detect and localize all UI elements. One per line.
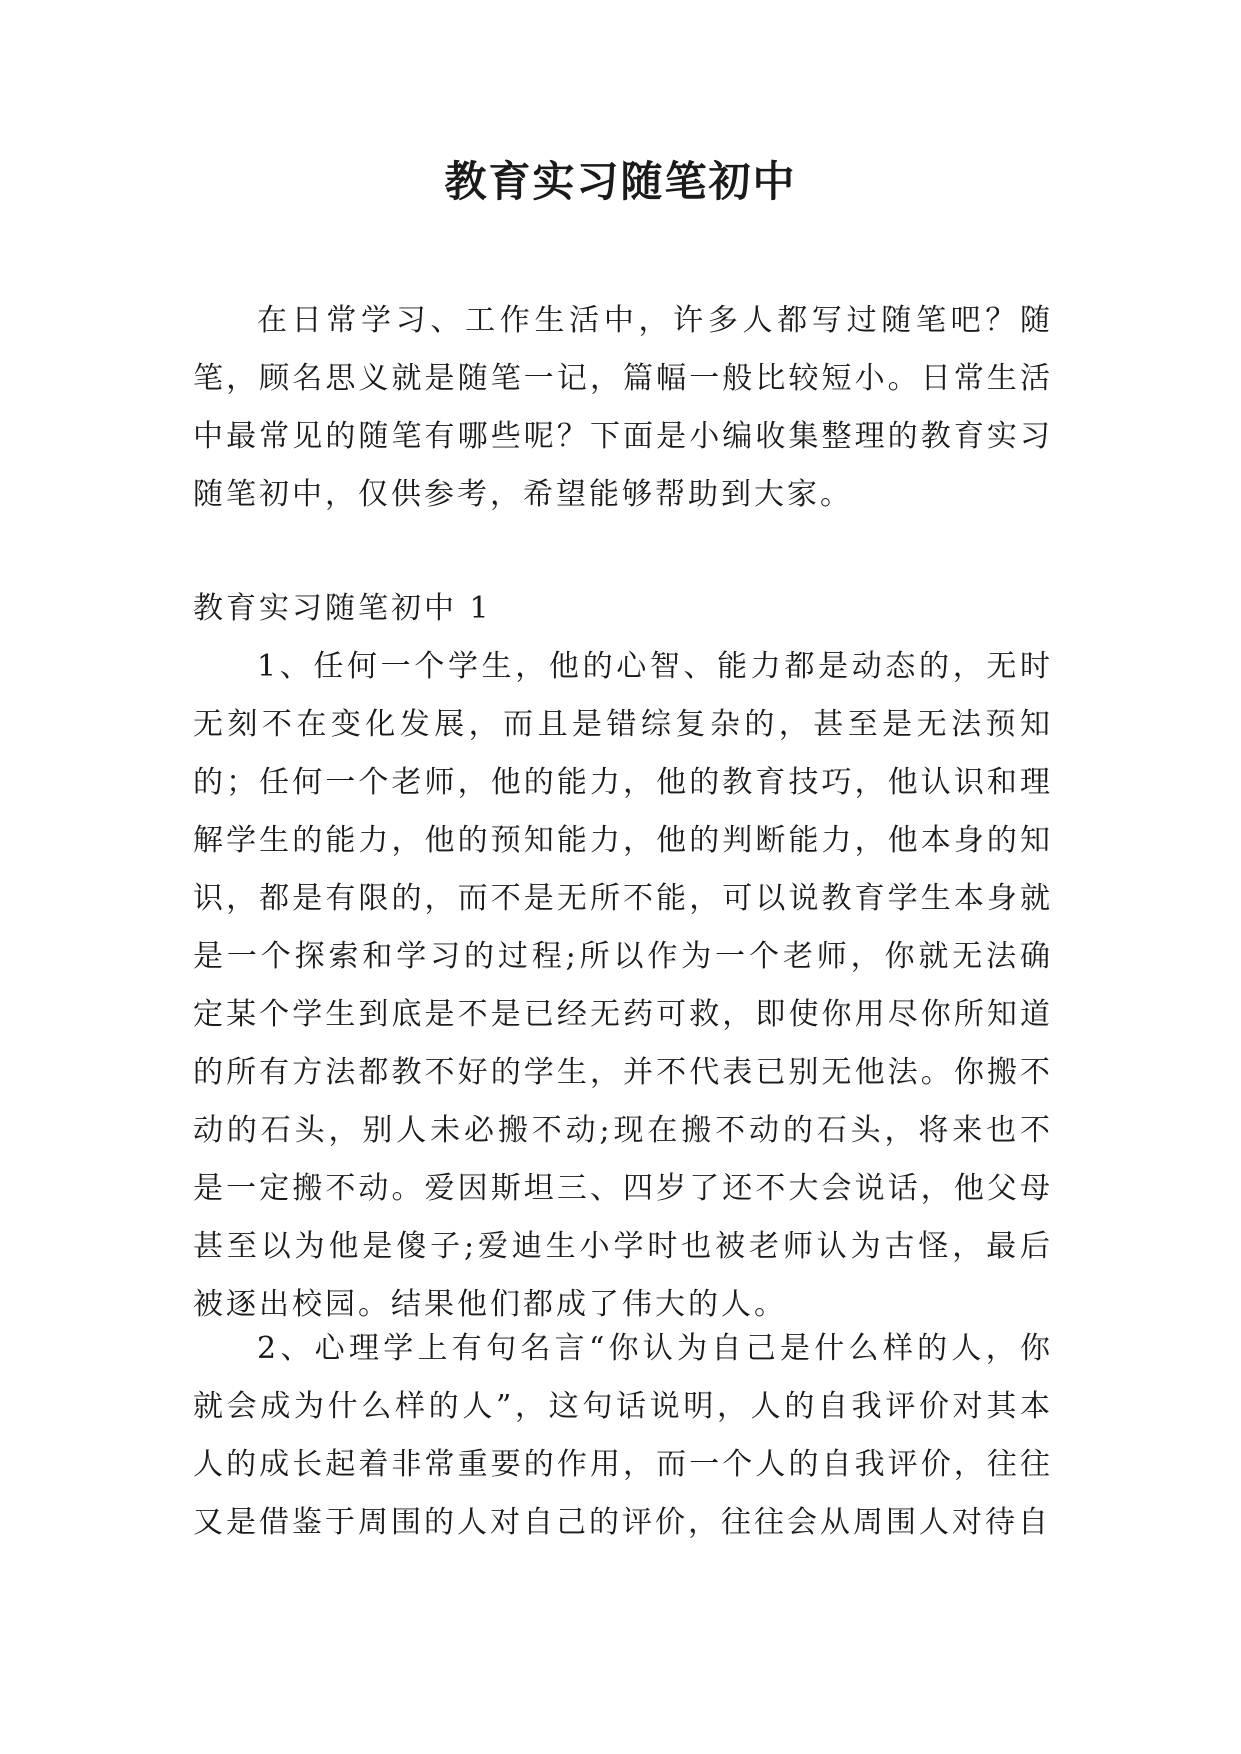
- page-title: 教育实习随笔初中: [444, 157, 797, 206]
- section-heading: 教育实习随笔初中 1: [193, 591, 492, 626]
- intro-paragraph: 在日常学习、工作生活中，许多人都写过随笔吧？随笔，顾名思义就是随笔一记，篇幅一般比较短小。日常生活中最常见的随笔有哪些呢？下面是小编收集整理的教育实习随笔初中，仅供参考，希望能够帮助到大家。: [193, 303, 1053, 512]
- body-paragraph: 1、任何一个学生，他的心智、能力都是动态的，无时无刻不在变化发展，而且是错综复杂的，甚至是无法预知的；任何一个老师，他的能力，他的教育技巧，他认识和理解学生的能力，他的预知能力，他的判断能力，他本身的知识，都是有限的，而不是无所不能，可以说教育学生本身就是一个探索和学习的过程;所以作为一个老师，你就无法确定某个学生到底是不是已经无药可救，即使你用尽你所知道的所有方法都教不好的学生，并不代表已别无他法。你搬不动的石头，别人未必搬不动;现在搬不动的石头，将来也不是一定搬不动。爱因斯坦三、四岁了还不大会说话，他父母甚至以为他是傻子;爱迪生小学时也被老师认为古怪，最后被逐出校园。结果他们都成了伟大的人。: [193, 649, 1053, 1322]
- body-paragraph: 2、心理学上有句名言“你认为自己是什么样的人，你就会成为什么样的人”，这句话说明，人的自我评价对其本人的成长起着非常重要的作用，而一个人的自我评价，往往又是借鉴于周围的人对自己的评价，往往会从周围人对待自: [193, 1331, 1053, 1540]
